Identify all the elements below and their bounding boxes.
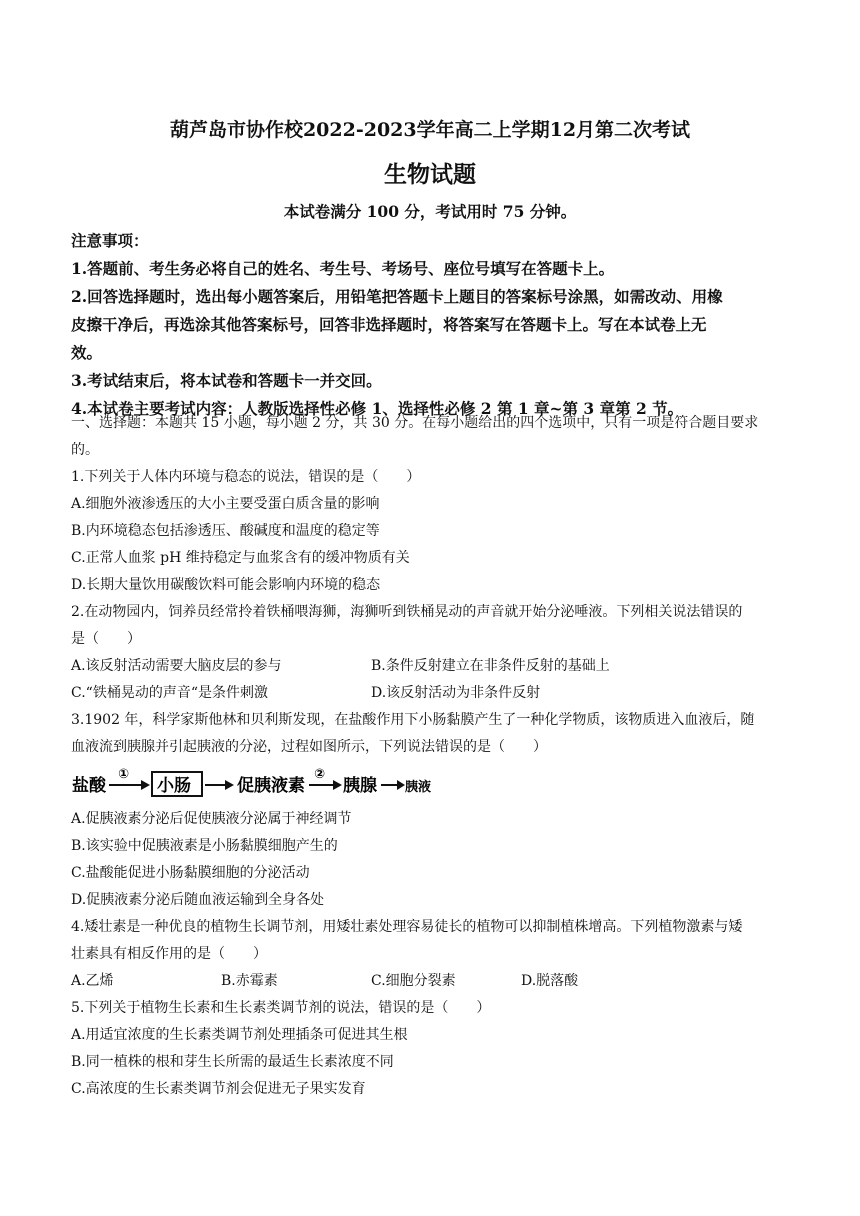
q2-stem-line-1: 2.在动物园内，饲养员经常拎着铁桶喂海狮，海狮听到铁桶晃动的声音就开始分泌唾液。下列相关说法错误的 (71, 604, 743, 620)
q3-option-c: C.盐酸能促进小肠黏膜细胞的分泌活动 (71, 865, 310, 881)
q2-option-a: A.该反射活动需要大脑皮层的参与 (71, 658, 282, 674)
q1-option-d: D.长期大量饮用碳酸饮料可能会影响内环境的稳态 (71, 577, 381, 593)
diagram-arrowhead-3 (333, 780, 342, 790)
score-info: 本试卷满分 100 分，考试用时 75 分钟。 (283, 202, 577, 221)
q4-option-b: B.赤霉素 (221, 973, 278, 989)
q5-option-a: A.用适宜浓度的生长素类调节剂处理插条可促进其生根 (71, 1027, 408, 1043)
notice-item-3: 3.考试结束后，将本试卷和答题卡一并交回。 (71, 371, 382, 390)
q4-options-row (71, 968, 793, 995)
subject-title: 生物试题 (384, 161, 476, 188)
q5-option-b: B.同一植株的根和芽生长所需的最适生长素浓度不同 (71, 1054, 394, 1070)
q5-stem: 5.下列关于植物生长素和生长素类调节剂的说法，错误的是（ ） (71, 1000, 491, 1016)
q3-option-a: A.促胰液素分泌后促使胰液分泌属于神经调节 (71, 811, 352, 827)
diagram-node-pancreatic-juice: 胰液 (405, 780, 431, 795)
diagram-arrowhead-4 (397, 780, 405, 790)
notice-block (71, 227, 793, 423)
notice-heading: 注意事项： (71, 231, 149, 250)
q4-option-a: A.乙烯 (71, 973, 114, 989)
diagram-node-hcl: 盐酸 (72, 776, 106, 796)
diagram-arrowhead-2 (225, 780, 234, 790)
q4-option-d: D.脱落酸 (521, 973, 579, 989)
diagram-node-secretin: 促胰液素 (237, 776, 305, 796)
q2-options-row-2 (71, 680, 793, 707)
pancreatic-secretion-diagram (71, 764, 431, 798)
section-intro-line-2: 的。 (71, 442, 99, 458)
questions-part-2 (71, 806, 793, 1103)
q3-stem-line-1: 3.1902 年，科学家斯他林和贝利斯发现，在盐酸作用下小肠黏膜产生了一种化学物质，该物质进入血液后，随 (71, 712, 755, 728)
q2-option-c: C.“铁桶晃动的声音“是条件刺激 (71, 685, 268, 701)
questions-part-1 (71, 410, 793, 761)
q3-option-d: D.促胰液素分泌后随血液运输到全身各处 (71, 892, 325, 908)
q2-option-b: B.条件反射建立在非条件反射的基础上 (371, 658, 610, 674)
section-intro-line-1: 一、选择题：本题共 15 小题，每小题 2 分，共 30 分。在每小题给出的四个选项中，只有一项是符合题目要求 (71, 415, 759, 431)
q3-option-b: B.该实验中促胰液素是小肠黏膜细胞产生的 (71, 838, 338, 854)
q1-option-c: C.正常人血浆 pH 维持稳定与血浆含有的缓冲物质有关 (71, 550, 410, 566)
exam-title: 葫芦岛市协作校2022-2023学年高二上学期12月第二次考试 (169, 119, 691, 141)
q3-stem-line-2: 血液流到胰腺并引起胰液的分泌，过程如图所示，下列说法错误的是（ ） (71, 739, 547, 755)
q4-option-c: C.细胞分裂素 (371, 973, 456, 989)
diagram-step-2: ② (314, 767, 326, 782)
q5-option-c: C.高浓度的生长素类调节剂会促进无子果实发育 (71, 1081, 366, 1097)
notice-item-2-line-3: 效。 (71, 343, 103, 362)
diagram-node-pancreas: 胰腺 (343, 776, 377, 796)
diagram-node-small-intestine: 小肠 (157, 776, 191, 796)
diagram-arrowhead-1 (141, 780, 150, 790)
q2-options-row-1 (71, 653, 793, 680)
q1-option-a: A.细胞外液渗透压的大小主要受蛋白质含量的影响 (71, 496, 380, 512)
notice-item-4: 4.本试卷主要考试内容：人教版选择性必修 1、选择性必修 2 第 1 章~第 3 章第 2 节。 (71, 399, 684, 418)
diagram-step-1: ① (118, 767, 130, 782)
notice-item-2-line-2: 皮擦干净后，再选涂其他答案标号，回答非选择题时，将答案写在答题卡上。写在本试卷上无 (71, 315, 707, 334)
q4-stem-line-1: 4.矮壮素是一种优良的植物生长调节剂，用矮壮素处理容易徒长的植物可以抑制植株增高。下列植物激素与矮 (71, 919, 743, 935)
notice-item-2-line-1: 2.回答选择题时，选出每小题答案后，用铅笔把答题卡上题目的答案标号涂黑，如需改动、用橡 (71, 287, 723, 306)
q2-option-d: D.该反射活动为非条件反射 (371, 685, 541, 701)
q1-option-b: B.内环境稳态包括渗透压、酸碱度和温度的稳定等 (71, 523, 380, 539)
q2-stem-line-2: 是（ ） (71, 631, 141, 647)
q1-stem: 1.下列关于人体内环境与稳态的说法，错误的是（ ） (71, 469, 421, 485)
notice-item-1: 1.答题前、考生务必将自己的姓名、考生号、考场号、座位号填写在答题卡上。 (71, 259, 615, 278)
q4-stem-line-2: 壮素具有相反作用的是（ ） (71, 946, 267, 962)
